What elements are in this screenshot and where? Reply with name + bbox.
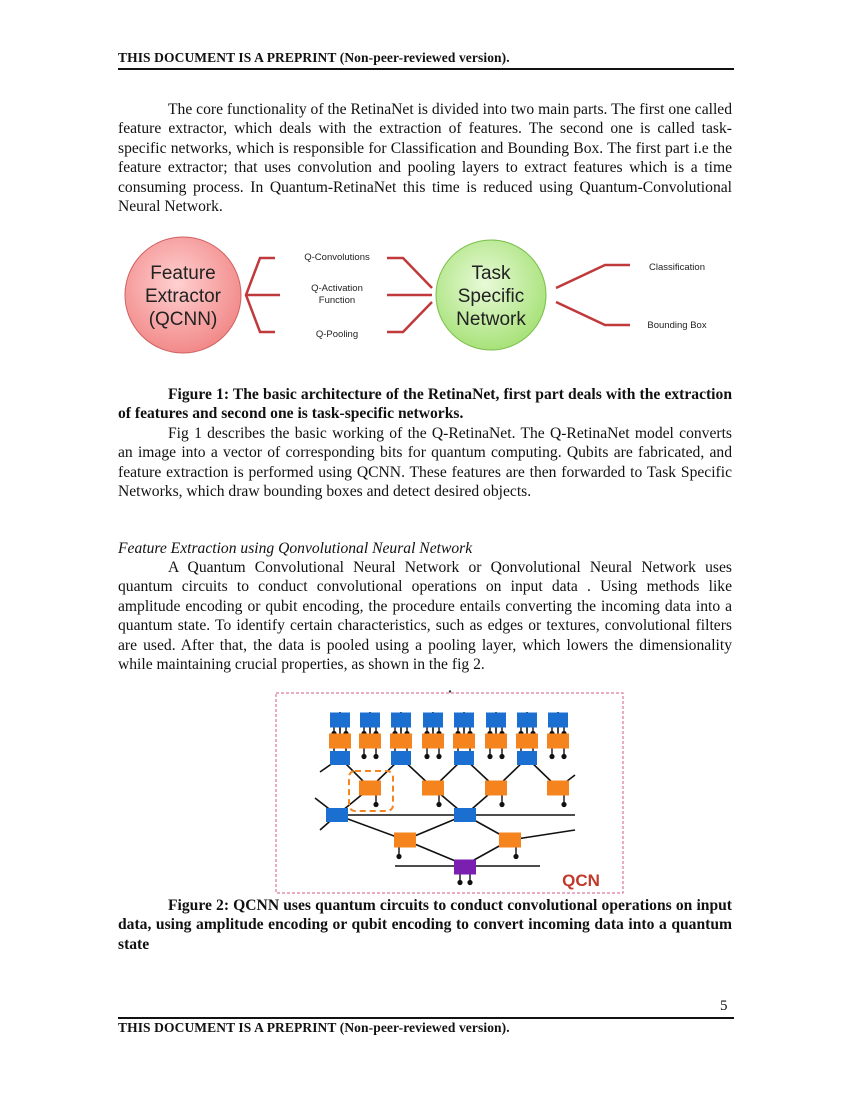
orange-gate (390, 734, 412, 749)
blue-gate (454, 751, 474, 765)
blue-gate (330, 751, 350, 765)
blue-gate (360, 713, 380, 728)
measurement-dot (396, 854, 401, 859)
feature-extractor-label-1: Feature (150, 263, 216, 284)
blue-gate (548, 713, 568, 728)
measurement-dot (499, 754, 504, 759)
orange-gate (547, 781, 569, 796)
measurement-dot (424, 754, 429, 759)
orange-gate (359, 734, 381, 749)
figure-2-qcnn-diagram (275, 690, 625, 895)
blue-gate (330, 713, 350, 728)
header-rule (118, 68, 734, 70)
measurement-dot (467, 880, 472, 885)
feature-extractor-label-2: Extractor (144, 286, 222, 307)
orange-gate (329, 734, 351, 749)
blue-gate (486, 713, 506, 728)
bounding-box-label: Bounding Box (647, 320, 707, 331)
measurement-dot (487, 754, 492, 759)
measurement-dot (499, 802, 504, 807)
blue-gate (517, 713, 537, 728)
measurement-dot (561, 802, 566, 807)
orange-gate (422, 734, 444, 749)
orange-gate (547, 734, 569, 749)
figure-1-caption: Figure 1: The basic architecture of the RetinaNet, first part deals with the extraction of features and second one is task-specific networks. (118, 386, 732, 423)
q-pooling-label: Q-Pooling (315, 329, 359, 340)
orange-gate (394, 833, 416, 848)
blue-gate (391, 713, 411, 728)
figure-2-border (276, 693, 623, 893)
figure-2-caption: Figure 2: QCNN uses quantum circuits to conduct convolutional operations on input data, using amplitude encoding or qubit encoding to convert incoming data into a quantum state (118, 897, 732, 953)
middle-connectors (387, 258, 432, 332)
left-fan-connectors (246, 258, 280, 332)
task-specific-label-3: Network (456, 309, 526, 330)
blue-gate (454, 713, 474, 728)
orange-gate (422, 781, 444, 796)
figure-1-diagram (110, 228, 750, 373)
paragraph-3: A Quantum Convolutional Neural Network or Qonvolutional Neural Network uses quantum circuits to conduct convolutional operations on input data . Using methods like amplitude encoding or qubit encoding, the procedure entails converting the incoming data into a quantum state. To identify certain characteristics, such as edges or textures, convolutional filters are used. After that, the data is pooled using a pooling layer, which lowers the dimensionality while maintaining crucial properties, as shown in the fig 2. (118, 559, 732, 674)
page-number: 5 (720, 998, 728, 1014)
qcn-label: QCN (562, 871, 600, 890)
blue-gate (423, 713, 443, 728)
q-activation-label-2: Function (318, 295, 356, 306)
circuit-gates (326, 713, 569, 886)
orange-gate (485, 781, 507, 796)
paragraph-1: The core functionality of the RetinaNet is divided into two main parts. The first one called feature extractor, which deals with the extraction of features. The second one is called task-specific networks, which is responsible for Classification and Bounding Box. The first part i.e the feature extractor; that uses convolution and pooling layers to extract features which is a time consuming process. In Quantum-RetinaNet this time is reduced using Quantum-Convolutional Neural Network. (118, 101, 732, 216)
right-fan-connectors (556, 265, 630, 325)
page-header: THIS DOCUMENT IS A PREPRINT (Non-peer-reviewed version). (118, 50, 510, 65)
measurement-dot (457, 880, 462, 885)
q-convolutions-label: Q-Convolutions (304, 252, 370, 263)
measurement-dot (373, 754, 378, 759)
measurement-dot (513, 854, 518, 859)
orange-gate (499, 833, 521, 848)
measurement-dot (436, 754, 441, 759)
blue-gate (326, 808, 348, 822)
measurement-dot (561, 754, 566, 759)
purple-gate (454, 860, 476, 875)
measurement-dot (361, 754, 366, 759)
orange-gate (516, 734, 538, 749)
page-footer: THIS DOCUMENT IS A PREPRINT (Non-peer-reviewed version). (118, 1020, 510, 1035)
q-activation-label-1: Q-Activation (311, 283, 363, 294)
blue-gate (517, 751, 537, 765)
orange-gate (453, 734, 475, 749)
blue-gate (454, 808, 476, 822)
orange-gate (485, 734, 507, 749)
measurement-dot (436, 802, 441, 807)
feature-extractor-label-3: (QCNN) (148, 309, 218, 330)
task-specific-label-1: Task (471, 263, 511, 284)
task-specific-label-2: Specific (457, 286, 525, 307)
paragraph-2: Fig 1 describes the basic working of the Q-RetinaNet. The Q-RetinaNet model converts an image into a vector of corresponding bits for quantum computing. Qubits are fabricated, and feature extraction is performed using QCNN. These features are then forwarded to Task Specific Networks, which draw bounding boxes and detect desired objects. (118, 425, 732, 501)
blue-gate (391, 751, 411, 765)
measurement-dot (373, 802, 378, 807)
classification-label: Classification (649, 262, 705, 273)
orange-gate (359, 781, 381, 796)
section-heading: Feature Extraction using Qonvolutional Neural Network (118, 540, 473, 557)
footer-rule (118, 1017, 734, 1019)
measurement-dot (549, 754, 554, 759)
